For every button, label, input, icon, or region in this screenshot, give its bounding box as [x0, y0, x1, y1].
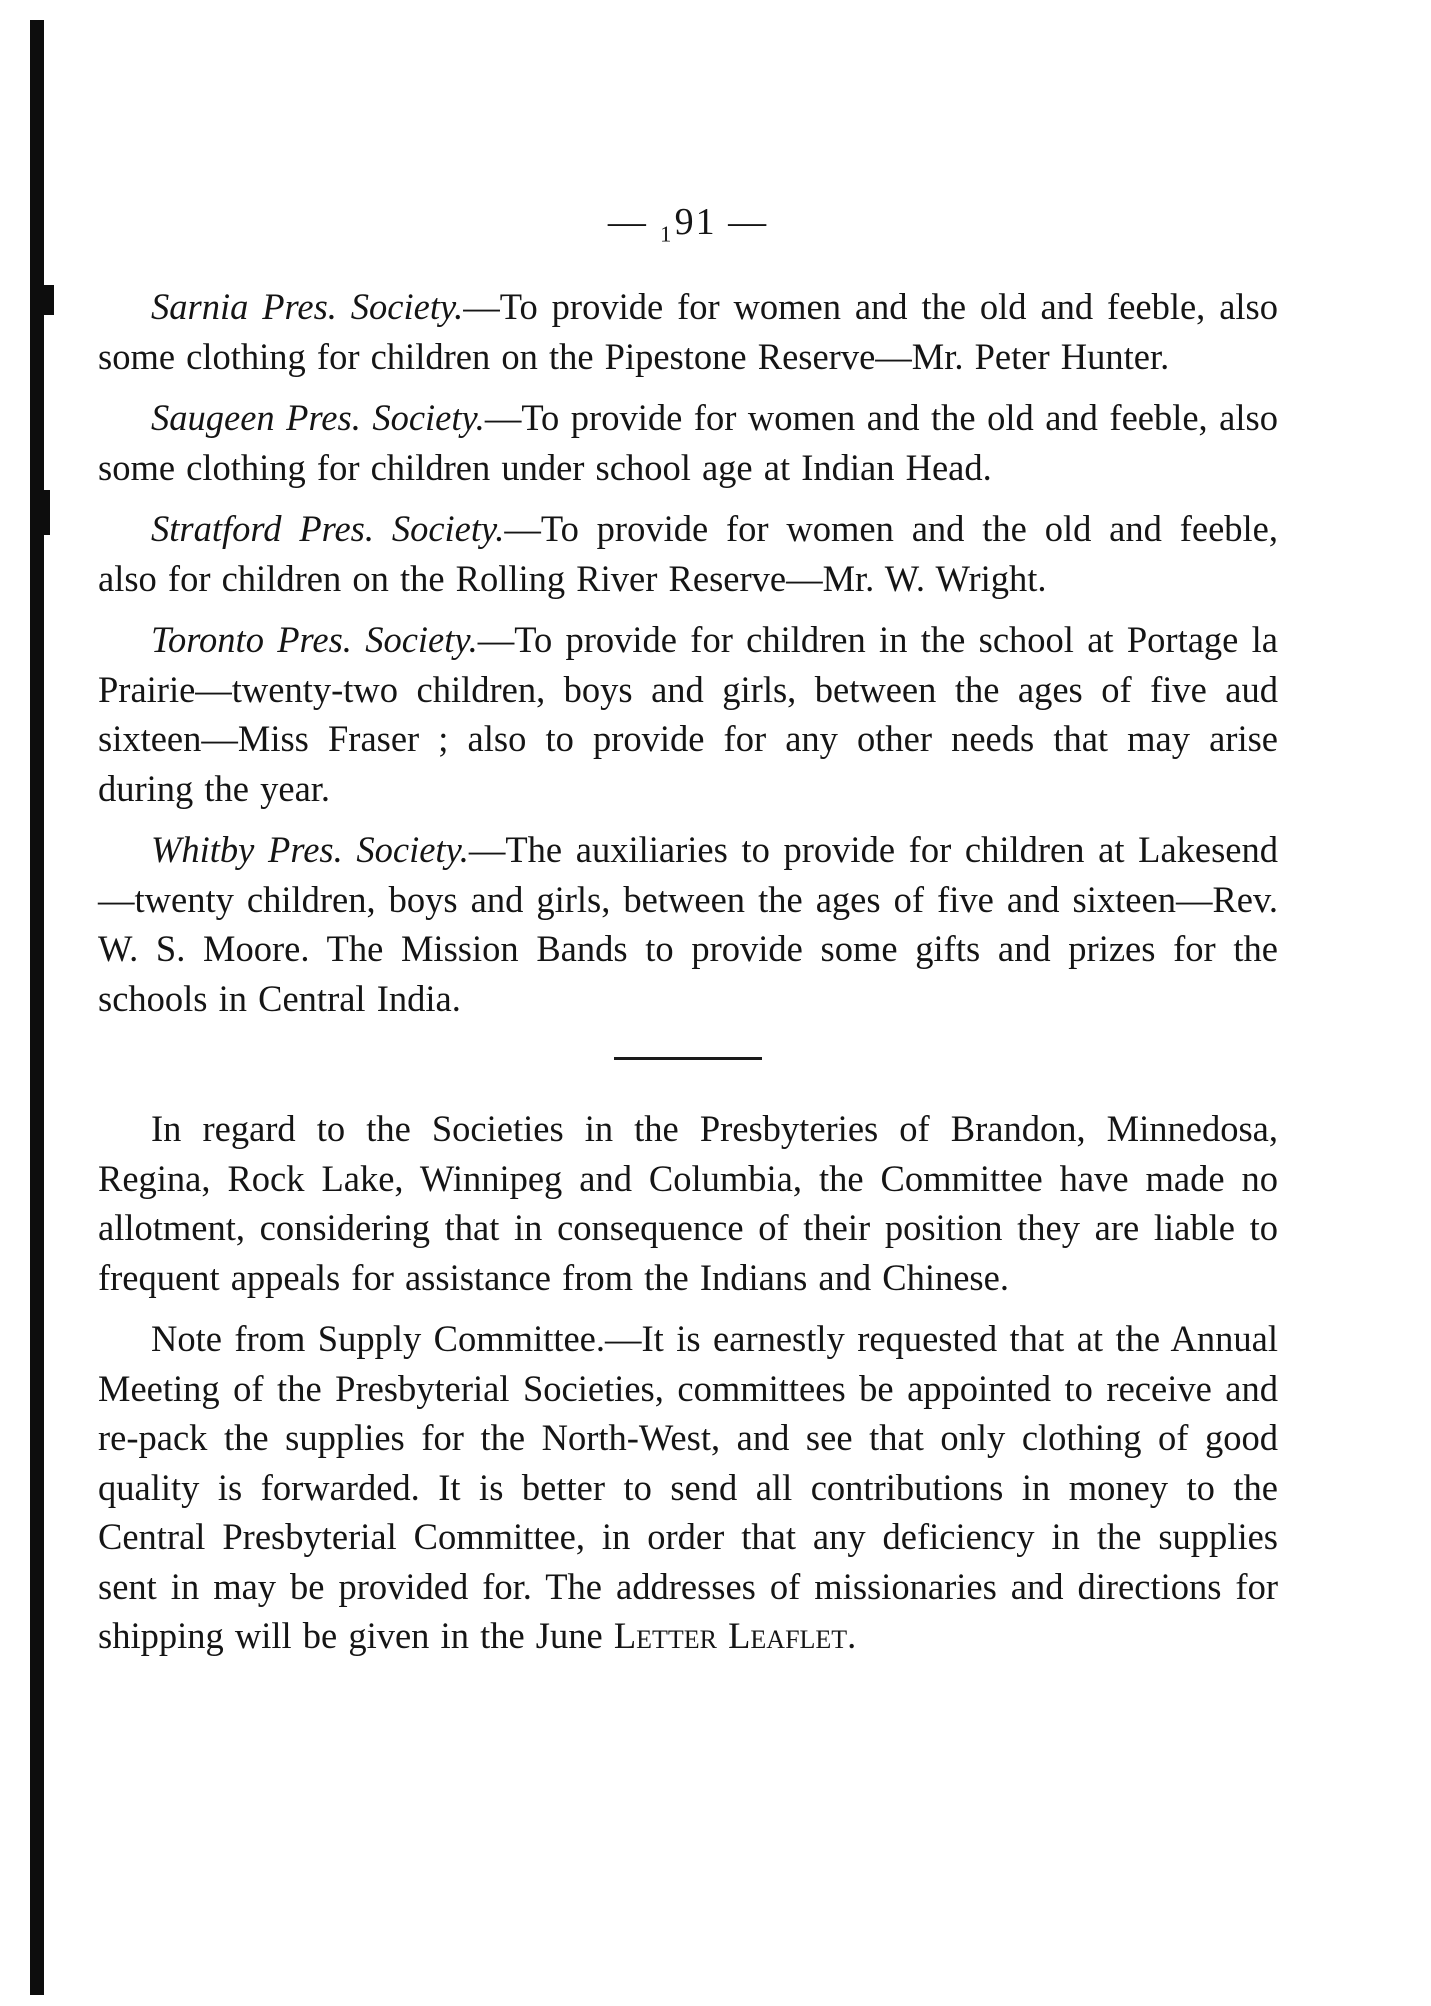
letter-leaflet-title: Letter Leaflet. — [613, 1615, 857, 1656]
society-name: Sarnia Pres. Society. — [151, 286, 464, 327]
binding-notch — [44, 285, 54, 315]
society-name: Stratford Pres. Society. — [151, 508, 505, 549]
binding-notch — [44, 490, 50, 535]
note-text: Note from Supply Committee.—It is earnestly requested that at the Annual Meeting of the Presbyterial Societies, committees be appointed to receive and re-pack the supplies for the North-West, and see that only clothing of good quality is forwarded. It is better to send all contributions in money to the Central Presbyterial Committee, in order that any deficiency in the supplies sent in may be provided for. The addresses of missionaries and directions for shipping will be given in the June — [98, 1318, 1278, 1656]
page-number: — ₁91 — — [607, 201, 769, 243]
supply-committee-note — [98, 1314, 1278, 1661]
document-page — [98, 200, 1278, 1673]
society-name: Saugeen Pres. Society. — [151, 397, 485, 438]
allocation-paragraph-stratford — [98, 504, 1278, 603]
allocation-text: —To provide for children in the school at Portage la Prairie—twenty-two children, boys and girls, between the ages of five aud sixteen—Miss Fraser ; also to provide for any other needs that may arise during the year. — [98, 619, 1279, 809]
regard-paragraph: In regard to the Societies in the Presbyteries of Brandon, Minnedosa, Regina, Rock Lake, Winnipeg and Columbia, the Committee have made no allotment, considering that in consequence of their position they are liable to frequent appeals for assistance from the Indians and Chinese. — [98, 1108, 1278, 1298]
page-binding-edge — [30, 20, 44, 1995]
allocation-text: —To provide for women and the old and feeble, also for children on the Rolling River Reserve—Mr. W. Wright. — [98, 508, 1278, 599]
allocation-paragraph-whitby — [98, 825, 1278, 1023]
allocation-text: —To provide for women and the old and feeble, also some clothing for children on the Pipestone Reserve—Mr. Peter Hunter. — [98, 286, 1278, 377]
society-name: Toronto Pres. Society. — [151, 619, 478, 660]
allocation-text: —The auxiliaries to provide for children at Lakesend—twenty children, boys and girls, between the ages of five and sixteen—Rev. W. S. Moore. The Mission Bands to provide some gifts and prizes for the schools in Central India. — [98, 829, 1279, 1019]
allocation-paragraph-toronto — [98, 615, 1278, 813]
allocation-paragraph-sarnia — [98, 282, 1278, 381]
allocation-text: —To provide for women and the old and feeble, also some clothing for children under school age at Indian Head. — [98, 397, 1278, 488]
society-name: Whitby Pres. Society. — [151, 829, 469, 870]
allocation-paragraph-saugeen — [98, 393, 1278, 492]
section-divider-rule — [614, 1057, 762, 1060]
